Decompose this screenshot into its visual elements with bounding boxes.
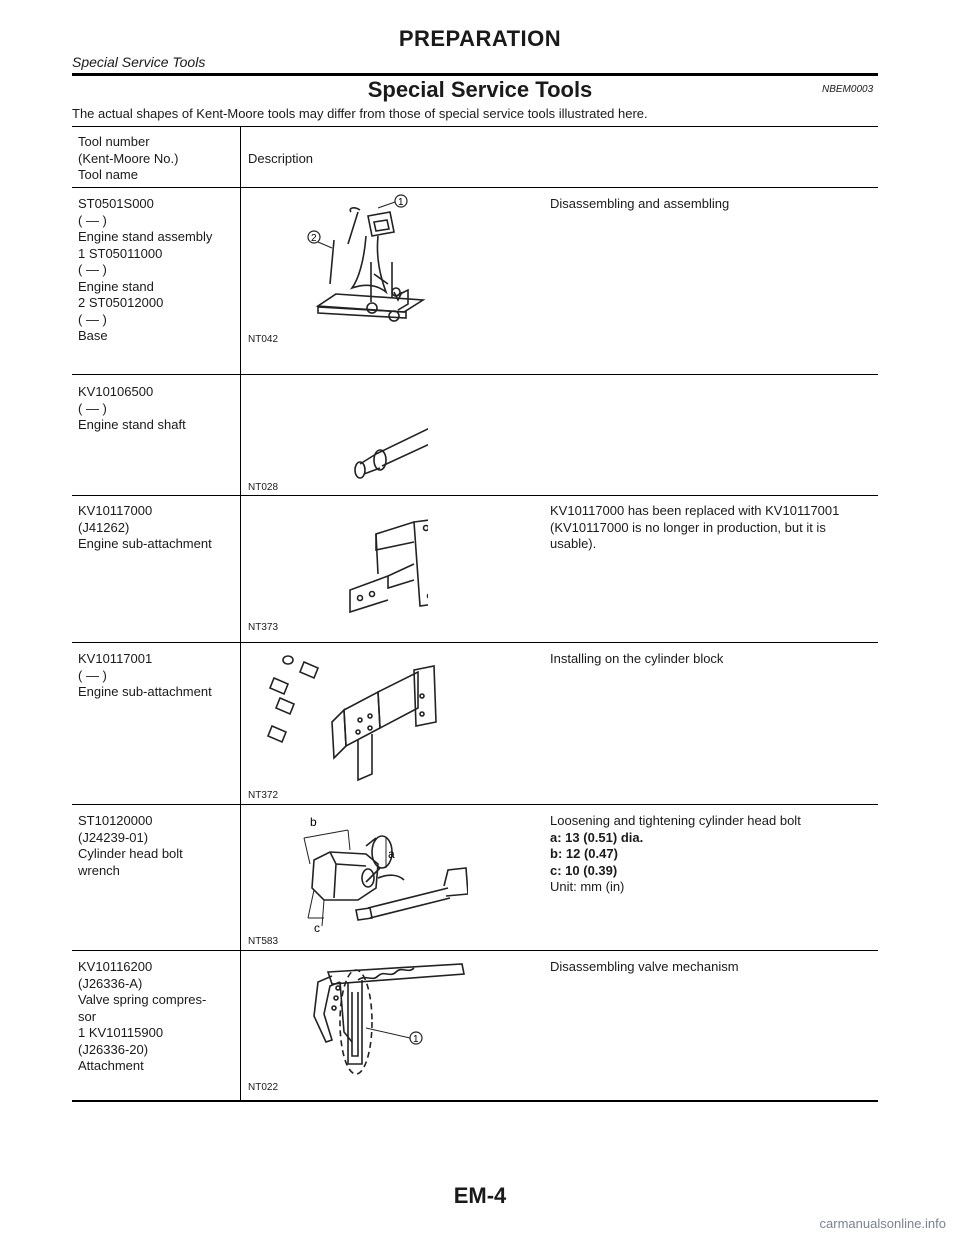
spec-line: b: 12 (0.47) <box>550 846 618 861</box>
spec-line: a: 13 (0.51) dia. <box>550 829 644 845</box>
engine-stand-illustration <box>248 192 428 348</box>
table-row-description <box>550 196 870 213</box>
unit-line: Unit: mm (in) <box>550 879 625 894</box>
description-line: Loosening and tightening cylinder head bolt <box>550 813 801 828</box>
figure-code: NT042 <box>248 334 279 345</box>
engine-sub-attachment-new-illustration <box>248 648 438 790</box>
watermark: carmanualsonline.info <box>819 1216 946 1231</box>
page-header-subtitle: Special Service Tools <box>72 54 206 70</box>
table-row-tool: KV10117000 (J41262) Engine sub-attachment <box>78 503 212 551</box>
table-column-divider <box>240 126 241 1100</box>
table-rule <box>72 642 878 643</box>
section-ref-code: NBEM0003 <box>822 84 874 95</box>
table-rule <box>72 495 878 496</box>
dimension-label-a: a <box>388 847 395 861</box>
callout-label: 1 <box>413 1034 419 1045</box>
table-row-tool: KV10117001 ( — ) Engine sub-attachment <box>78 651 212 699</box>
table-row-description <box>550 503 870 553</box>
description-line: KV10117000 has been replaced with KV10117001 (KV10117000 is no longer in production, but it is usable). <box>550 503 840 551</box>
table-row-tool: KV10116200 (J26336-A) Valve spring compres- sor 1 KV10115900 (J26336-20) Attachment <box>78 959 207 1073</box>
figure-code: NT372 <box>248 790 279 801</box>
table-row-tool: ST10120000 (J24239-01) Cylinder head bolt wrench <box>78 813 183 878</box>
table-rule <box>72 374 878 375</box>
figure-code: NT022 <box>248 1082 279 1093</box>
table-rule <box>72 126 878 127</box>
table-row-tool: KV10106500 ( — ) Engine stand shaft <box>78 384 186 432</box>
dimension-label-c: c <box>314 921 320 934</box>
section-title: Special Service Tools <box>367 77 593 102</box>
figure-code: NT373 <box>248 622 279 633</box>
description-line: Disassembling valve mechanism <box>550 959 739 974</box>
page-header-title: PREPARATION <box>398 26 562 51</box>
table-rule <box>72 950 878 951</box>
table-rule <box>72 187 878 188</box>
table-row-tool: ST0501S000 ( — ) Engine stand assembly 1 ST05011000 ( — ) Engine stand 2 ST05012000 ( — ) Base <box>78 196 213 343</box>
table-rule <box>72 1100 878 1102</box>
table-row-description <box>550 959 870 976</box>
section-intro: The actual shapes of Kent-Moore tools may differ from those of special service tools illustrated here. <box>72 106 648 121</box>
page-number: EM-4 <box>453 1183 507 1208</box>
figure-code: NT028 <box>248 482 279 493</box>
figure-code: NT583 <box>248 936 279 947</box>
callout-label: 1 <box>398 197 404 208</box>
valve-spring-compressor-illustration <box>248 952 488 1078</box>
engine-sub-attachment-illustration <box>248 504 428 620</box>
cylinder-head-bolt-wrench-illustration <box>248 808 468 934</box>
description-line: Disassembling and assembling <box>550 196 730 211</box>
table-rule <box>72 804 878 805</box>
callout-label: 2 <box>311 233 317 244</box>
table-row-description <box>550 813 870 896</box>
description-line: Installing on the cylinder block <box>550 651 724 666</box>
column-header-description: Description <box>248 151 314 166</box>
column-header-tool: Tool number (Kent-Moore No.) Tool name <box>78 134 179 182</box>
engine-stand-shaft-illustration <box>248 384 428 480</box>
table-row-description <box>550 651 870 668</box>
header-rule <box>72 73 878 76</box>
dimension-label-b: b <box>310 815 317 829</box>
spec-line: c: 10 (0.39) <box>550 862 618 878</box>
